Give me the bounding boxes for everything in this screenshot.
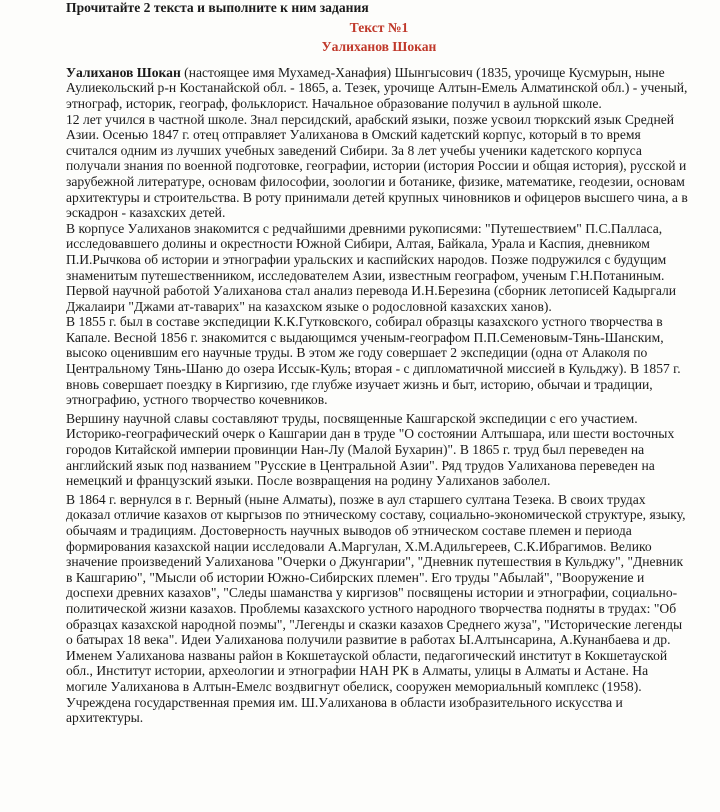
paragraph-text: 12 лет учился в частной школе. Знал персидский, арабский языки, позже усвоил тюркский язык Средней Азии. Осенью 1847 г. отец отправляет Уалиханова в Омский кадетский корпус, который в то время считался одним из лучших учебных заведений Сибири. За 8 лет учебы ученики кадетского корпуса получали знания по военной подготовке, географии, истории (история России и общая история), русской и зарубежной литературе, основам философии, зоологии и ботанике, физике, математике, геодезии, основам архитектуры и строительства. В роту принимали детей крупных чиновников и офицеров высшего чина, а в эскадрон - казахских детей. bbox=[66, 111, 688, 221]
paragraph-lead: Уалиханов Шокан bbox=[66, 64, 181, 80]
document-body bbox=[66, 0, 692, 726]
text-title-heading: Уалиханов Шокан bbox=[321, 39, 437, 55]
paragraph-kashgar bbox=[66, 411, 692, 489]
paragraph-cadet-corps bbox=[66, 221, 692, 315]
paragraph-text: В 1864 г. вернулся в г. Верный (ныне Алматы), позже в аул старшего султана Тезека. В своих трудах доказал отличие казахов от кыргызов по этническому составу, социально-экономической структуре, языку, обычаям и традициям. Достоверность научных выводов об этническом составе племен и периода формирования казахской нации исследовали А.Маргулан, Х.М.Адильгереев, С.К.Ибрагимов. Велико значение произведений Уалиханова "Очерки о Джунгарии", "Дневник путешествия в Кульджу", "Дневник в Кашгарию", "Мысли об истории Южно-Сибирских племен". Его труды "Абылай", "Вооружение и доспехи древних казахов", "Следы шаманства у киргизов" посвящены истории и этнографии, социально-политической жизни казахов. Проблемы казахского устного народного творчества подняты в трудах: "Об образцах казахской народной поэмы", "Легенды и сказки казахов Среднего жуза", "Исторические легенды о батырах 18 века". Идеи Уалиханова получили развитие в работах Ы.Алтынсарина, А.Кунанбаева и др. Именем Уалиханова названы район в Кокшетауской области, педагогический институт в Кокшетауской обл., Институт истории, археологии и этнографии НАН РК в Алматы, улицы в Алматы и Астане. На могиле Уалиханова в Алтын-Емелс воздвигнут обелиск, сооружен мемориальный комплекс (1958). Учреждена государственная премия им. Ш.Уалиханова в области изобразительного искусства и архитектуры. bbox=[66, 491, 686, 726]
paragraph-education bbox=[66, 112, 692, 221]
paragraph-text: В 1855 г. был в составе экспедиции К.К.Гутковского, собирал образцы казахского устного творчества в Капале. Весной 1856 г. знакомится с выдающимся ученым-географом П.П.Семеновым-Тянь-Шанским, высоко оценившим его научные труды. В этом же году совершает 2 экспедиции (одна от Алаколя по Центральному Тянь-Шаню до озера Иссык-Куль; вторая - с дипломатичной миссией в Кульджу). В 1857 г. вновь совершает поездку в Киргизию, где глубже изучает жизнь и быт, историю, обычаи и традиции, этнографию, устного творчество кочевников. bbox=[66, 314, 681, 408]
paragraph-expeditions bbox=[66, 314, 692, 408]
paragraph-biography-intro bbox=[66, 65, 692, 112]
paragraph-text: Вершину научной славы составляют труды, посвященные Кашгарской экспедиции с его участием. Историко-географический очерк о Кашгарии дан в труде "О состоянии Алтышара, или шести восточных городов Китайской империи провинции Нан-Лу (Малой Бухарин)". В 1865 г. труд был переведен на английский язык под названием "Русские в Центральной Азии". Ряд трудов Уалиханова переведен на немецкий и французский языки. После возвращения на родину Уалиханов заболел. bbox=[66, 410, 675, 489]
paragraph-text: В корпусе Уалиханов знакомится с редчайшими древними рукописями: "Путешествием" П.С.Палласа, исследовавшего долины и окрестности Южной Сибири, Алтая, Байкала, Урала и Каспия, дневником П.И.Рычкова об истории и этнографии уральских и каспийских народов. Позже подружился с будущим знаменитым путешественником, исследователем Азии, известным географом, ученым Г.Н.Потаниным. Первой научной работой Уалиханова стал анализ перевода И.Н.Березина (сборник летописей Кадыргали Джалаири "Джами ат-таварих" на казахском языке о родословной казахских ханов). bbox=[66, 220, 677, 314]
task-instruction: Прочитайте 2 текста и выполните к ним задания bbox=[66, 0, 369, 15]
text-number-heading: Текст №1 bbox=[349, 19, 409, 35]
paragraph-legacy bbox=[66, 492, 692, 726]
paragraph-text: (настоящее имя Мухамед-Ханафия) Шынгысович (1835, урочище Кусмурын, ныне Аулиекольский р-н Костанайской обл. - 1865, а. Тезек, урочище Алтын-Емель Алматинской обл.) - ученый, этнограф, историк, географ, фольклорист. Начальное образование получил в аульной школе. bbox=[66, 64, 688, 111]
